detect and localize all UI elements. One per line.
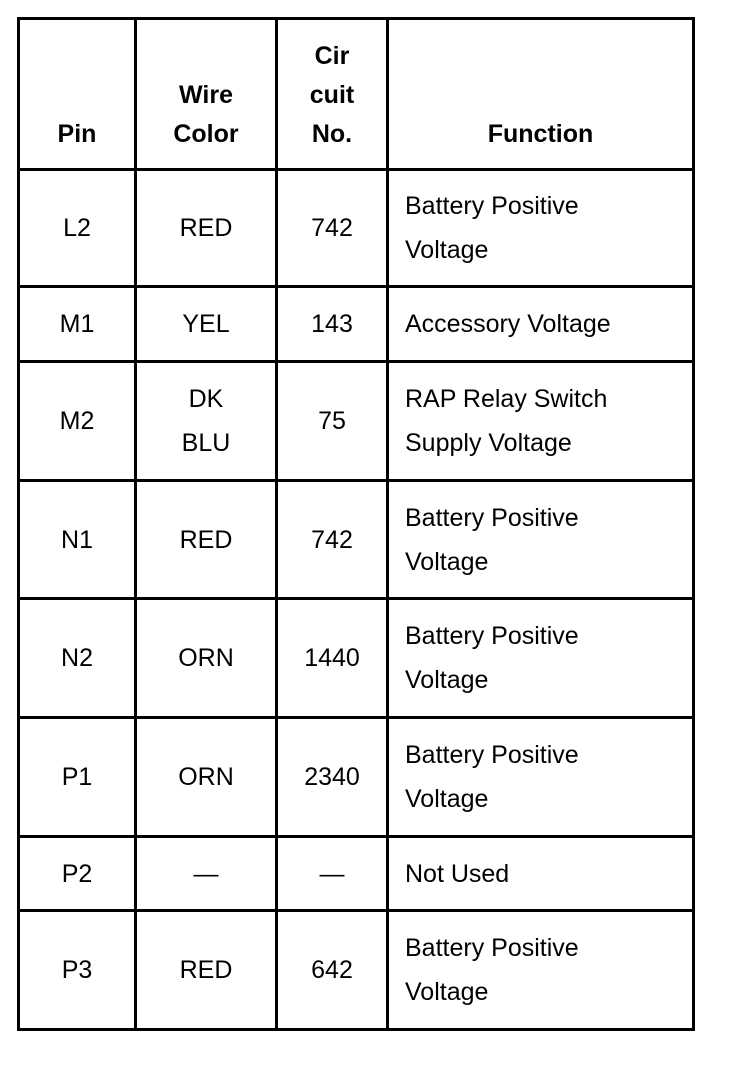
function-value: Accessory Voltage xyxy=(405,310,611,338)
table-row xyxy=(19,911,694,1030)
pin-value: P1 xyxy=(61,763,93,791)
pin-value: P3 xyxy=(61,956,93,984)
table-row xyxy=(19,362,694,481)
circuit-value: 75 xyxy=(318,407,346,435)
circuit-value: — xyxy=(319,859,345,888)
pinout-table xyxy=(17,17,695,1031)
header-circuit-line: cuit xyxy=(309,81,355,109)
wire-color-value: BLU xyxy=(181,429,231,457)
circuit-value: 143 xyxy=(311,310,353,338)
circuit-cell xyxy=(277,718,388,837)
wire-color-cell xyxy=(136,170,277,287)
header-wire-color xyxy=(136,19,277,170)
function-cell xyxy=(388,911,694,1030)
wire-color-cell xyxy=(136,718,277,837)
header-pin: Pin xyxy=(19,19,136,170)
wire-color-value: RED xyxy=(179,525,233,554)
table-row xyxy=(19,599,694,718)
table-body xyxy=(19,170,694,1030)
circuit-cell xyxy=(277,362,388,481)
wire-color-cell xyxy=(136,911,277,1030)
function-value: Battery Positive xyxy=(405,622,579,650)
function-value: Voltage xyxy=(405,236,489,264)
table-row xyxy=(19,170,694,287)
function-value: Supply Voltage xyxy=(405,429,572,457)
pin-value: P2 xyxy=(61,859,93,888)
wire-color-cell xyxy=(136,599,277,718)
function-cell xyxy=(388,481,694,599)
pin-value: N2 xyxy=(61,644,93,672)
pin-value: L2 xyxy=(63,214,91,242)
pin-value: M1 xyxy=(59,310,95,338)
circuit-value: 742 xyxy=(311,525,353,554)
wire-color-value: DK xyxy=(188,385,224,413)
circuit-cell xyxy=(277,481,388,599)
function-value: Battery Positive xyxy=(405,934,579,962)
circuit-value: 2340 xyxy=(304,763,360,791)
pin-cell xyxy=(19,170,136,287)
pin-cell xyxy=(19,362,136,481)
header-wire-color-line: Color xyxy=(173,120,239,148)
function-value: Voltage xyxy=(405,978,489,1006)
pin-cell xyxy=(19,481,136,599)
header-circuit-line: Cir xyxy=(314,42,350,70)
circuit-value: 1440 xyxy=(304,644,360,672)
function-value: Voltage xyxy=(405,666,489,694)
circuit-cell xyxy=(277,911,388,1030)
function-value: Battery Positive xyxy=(405,741,579,769)
function-value: Battery Positive xyxy=(405,503,579,532)
wire-color-value: RED xyxy=(179,956,233,984)
circuit-cell xyxy=(277,287,388,362)
pin-cell xyxy=(19,718,136,837)
wire-color-value: YEL xyxy=(182,310,230,338)
wire-color-cell xyxy=(136,481,277,599)
wire-color-value: ORN xyxy=(178,763,234,791)
wire-color-value: — xyxy=(193,859,219,888)
table-row xyxy=(19,481,694,599)
header-wire-color-line: Wire xyxy=(179,81,233,109)
function-value: Battery Positive xyxy=(405,192,579,220)
pin-cell xyxy=(19,837,136,911)
circuit-value: 742 xyxy=(311,214,353,242)
function-value: Not Used xyxy=(405,859,510,888)
wire-color-cell xyxy=(136,287,277,362)
wire-color-cell xyxy=(136,362,277,481)
wire-color-value: ORN xyxy=(178,644,234,672)
pin-value: M2 xyxy=(59,407,95,435)
function-cell xyxy=(388,599,694,718)
function-value: Voltage xyxy=(405,785,489,813)
function-value: RAP Relay Switch xyxy=(405,385,608,413)
header-circuit-line: No. xyxy=(311,120,353,148)
circuit-cell xyxy=(277,837,388,911)
header-circuit-no xyxy=(277,19,388,170)
circuit-value: 642 xyxy=(311,956,353,984)
pin-cell xyxy=(19,287,136,362)
wire-color-cell xyxy=(136,837,277,911)
function-cell xyxy=(388,718,694,837)
function-cell xyxy=(388,837,694,911)
pin-cell xyxy=(19,911,136,1030)
table-row xyxy=(19,837,694,911)
circuit-cell xyxy=(277,599,388,718)
function-cell xyxy=(388,287,694,362)
function-value: Voltage xyxy=(405,547,489,576)
function-cell xyxy=(388,170,694,287)
wire-color-value: RED xyxy=(179,214,233,242)
table-row xyxy=(19,718,694,837)
pin-cell xyxy=(19,599,136,718)
table-header-row xyxy=(19,19,694,170)
function-cell xyxy=(388,362,694,481)
pin-value: N1 xyxy=(61,525,93,554)
table-row xyxy=(19,287,694,362)
header-function: Function xyxy=(388,19,694,170)
circuit-cell xyxy=(277,170,388,287)
